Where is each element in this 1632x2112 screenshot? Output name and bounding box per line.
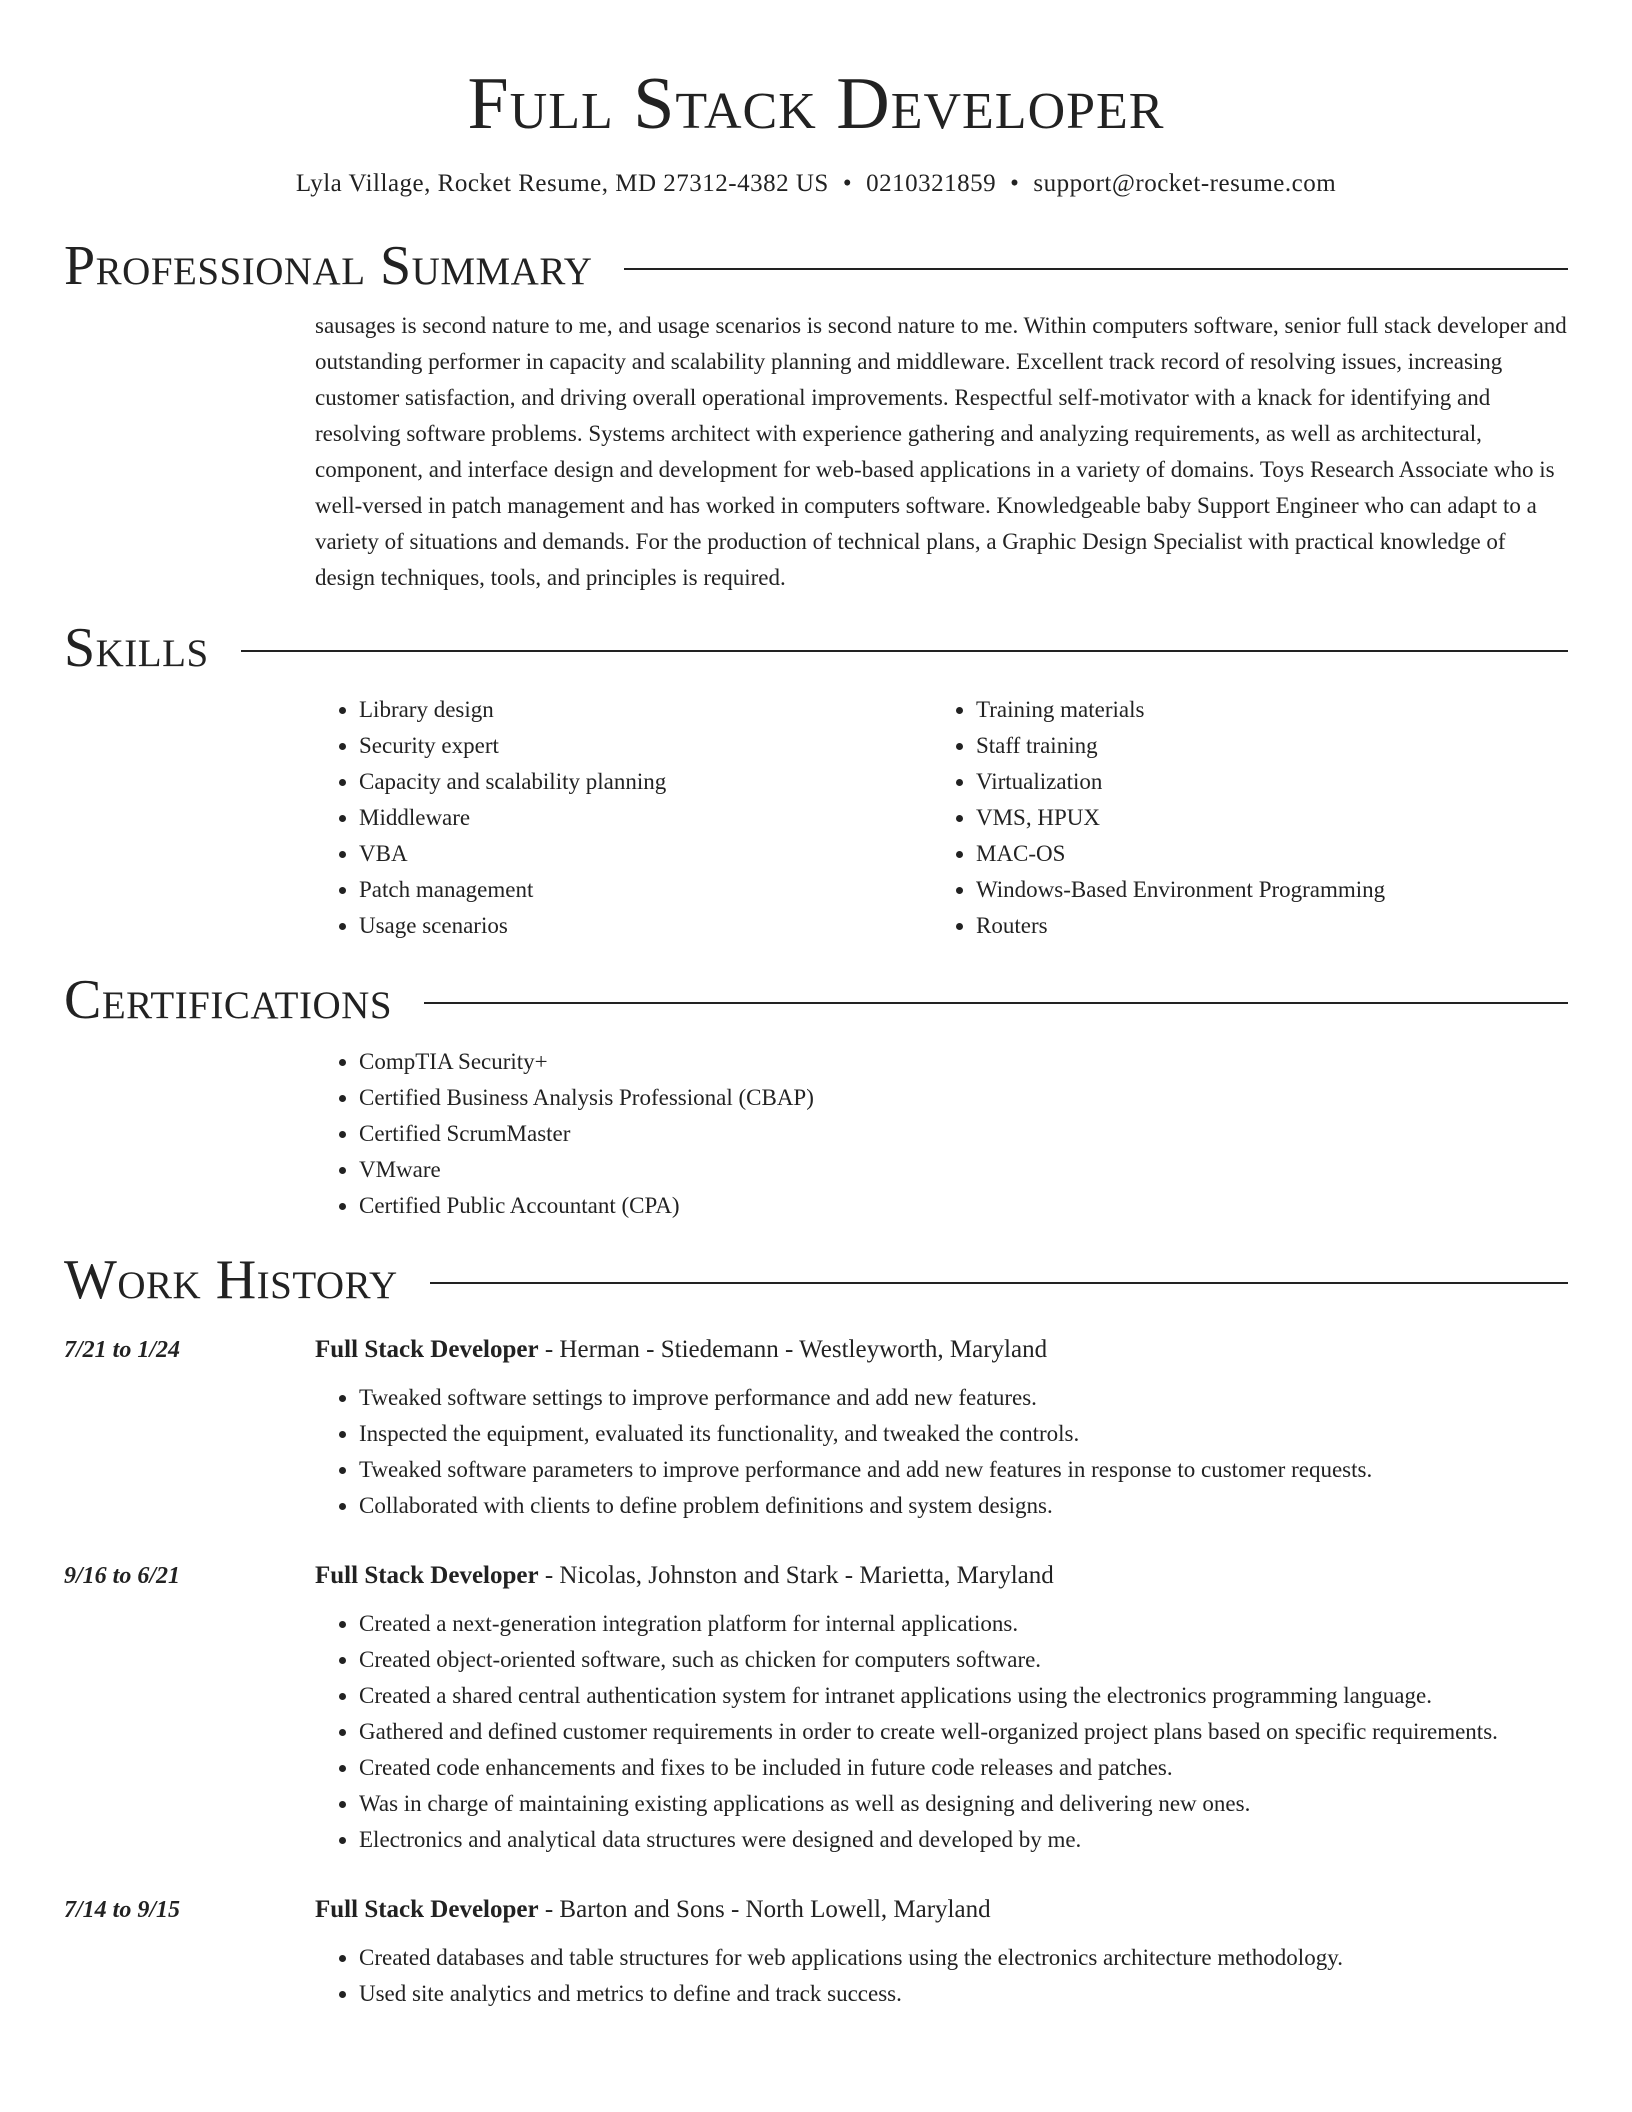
list-item: • Library design (359, 692, 932, 728)
list-item: • Middleware (359, 800, 932, 836)
summary-text: sausages is second nature to me, and usage scenarios is second nature to me. Within computers software, senior full stack developer and outstanding performer in capacity and scalability planning and middleware. Excellent track record of resolving issues, increasing customer satisfaction, and driving overall operational improvements. Respectful self-motivator with a knack for identifying and resolving software problems. Systems architect with experience gathering and analyzing requirements, as well as architectural, component, and interface design and development for web-based applications in a variety of domains. Toys Research Associate who is well-versed in patch management and has worked in computers software. Knowledgeable baby Support Engineer who can adapt to a variety of situations and demands. For the production of technical plans, a Graphic Design Specialist with practical knowledge of design techniques, tools, and principles is required. (315, 313, 1567, 590)
section-certifications (64, 968, 1568, 1032)
list-item: • Created object-oriented software, such as chicken for computers software. (359, 1642, 1568, 1678)
job-employer: - Barton and Sons - North Lowell, Maryland (538, 1896, 991, 1923)
job-title: Full Stack Developer (315, 1896, 539, 1923)
job-entry (0, 1892, 1632, 2012)
job-heading (315, 1332, 1568, 1368)
job-title: Full Stack Developer (315, 1336, 539, 1363)
section-professional-summary (64, 234, 1568, 298)
list-item: • Routers (976, 908, 1549, 944)
list-item: • VBA (359, 836, 932, 872)
job-employer: - Nicolas, Johnston and Stark - Marietta, Maryland (538, 1562, 1054, 1589)
list-item: • Inspected the equipment, evaluated its functionality, and tweaked the controls. (359, 1416, 1568, 1452)
contact-separator: • (1010, 170, 1020, 197)
list-item: • Collaborated with clients to define problem definitions and system designs. (359, 1488, 1568, 1524)
list-item: • Gathered and defined customer requirements in order to create well-organized project plans based on specific requirements. (359, 1714, 1568, 1750)
list-item: • Created a next-generation integration platform for internal applications. (359, 1606, 1568, 1642)
job-heading (315, 1558, 1568, 1594)
section-divider (430, 1282, 1568, 1284)
list-item: • Tweaked software parameters to improve performance and add new features in response to customer requests. (359, 1452, 1568, 1488)
list-item: • Security expert (359, 728, 932, 764)
contact-phone: 0210321859 (866, 170, 997, 197)
list-item: • Certified Business Analysis Professional (CBAP) (359, 1080, 1568, 1116)
certifications-list (315, 1044, 1568, 1224)
job-bullets (315, 1940, 1568, 2012)
section-work-history (64, 1248, 1568, 1312)
resume-title: Full Stack Developer (467, 63, 1165, 145)
list-item: • Created code enhancements and fixes to be included in future code releases and patches. (359, 1750, 1568, 1786)
list-item: • Electronics and analytical data structures were designed and developed by me. (359, 1822, 1568, 1858)
list-item: • Tweaked software settings to improve performance and add new features. (359, 1380, 1568, 1416)
list-item: • CompTIA Security+ (359, 1044, 1568, 1080)
job-dates: 9/16 to 6/21 (64, 1563, 181, 1589)
list-item: • Usage scenarios (359, 908, 932, 944)
contact-email: support@rocket-resume.com (1033, 170, 1337, 197)
section-skills (64, 616, 1568, 680)
list-item: • Certified ScrumMaster (359, 1116, 1568, 1152)
section-divider (624, 268, 1568, 270)
job-heading (315, 1892, 1568, 1928)
list-item: • Patch management (359, 872, 932, 908)
list-item: • VMS, HPUX (976, 800, 1549, 836)
list-item: • Training materials (976, 692, 1549, 728)
job-title: Full Stack Developer (315, 1562, 539, 1589)
job-bullets (315, 1380, 1568, 1524)
job-dates: 7/21 to 1/24 (64, 1337, 181, 1363)
list-item: • Windows-Based Environment Programming (976, 872, 1549, 908)
section-heading-certifications: Certifications (64, 969, 393, 1031)
skills-list (315, 692, 1568, 944)
job-bullets (315, 1606, 1568, 1858)
list-item: • Created databases and table structures for web applications using the electronics architecture methodology. (359, 1940, 1568, 1976)
list-item: • Used site analytics and metrics to define and track success. (359, 1976, 1568, 2012)
section-heading-work-history: Work History (64, 1249, 398, 1311)
list-item: • Was in charge of maintaining existing applications as well as designing and delivering new ones. (359, 1786, 1568, 1822)
contact-address: Lyla Village, Rocket Resume, MD 27312-4382 US (295, 170, 829, 197)
contact-separator: • (842, 170, 853, 197)
skills-column-left (315, 692, 932, 944)
list-item: • Staff training (976, 728, 1549, 764)
section-heading-summary: Professional Summary (64, 235, 593, 297)
list-item: • Capacity and scalability planning (359, 764, 932, 800)
section-divider (241, 650, 1568, 652)
contact-line (0, 168, 1632, 200)
skills-column-right (932, 692, 1549, 944)
section-divider (424, 1002, 1568, 1004)
job-entry (0, 1332, 1632, 1524)
list-item: • MAC-OS (976, 836, 1549, 872)
job-entry (0, 1558, 1632, 1858)
list-item: • Virtualization (976, 764, 1549, 800)
section-heading-skills: Skills (64, 617, 209, 679)
list-item: • Created a shared central authentication system for intranet applications using the electronics programming language. (359, 1678, 1568, 1714)
list-item: • VMware (359, 1152, 1568, 1188)
job-dates: 7/14 to 9/15 (64, 1897, 181, 1923)
job-employer: - Herman - Stiedemann - Westleyworth, Maryland (538, 1336, 1048, 1363)
list-item: • Certified Public Accountant (CPA) (359, 1188, 1568, 1224)
